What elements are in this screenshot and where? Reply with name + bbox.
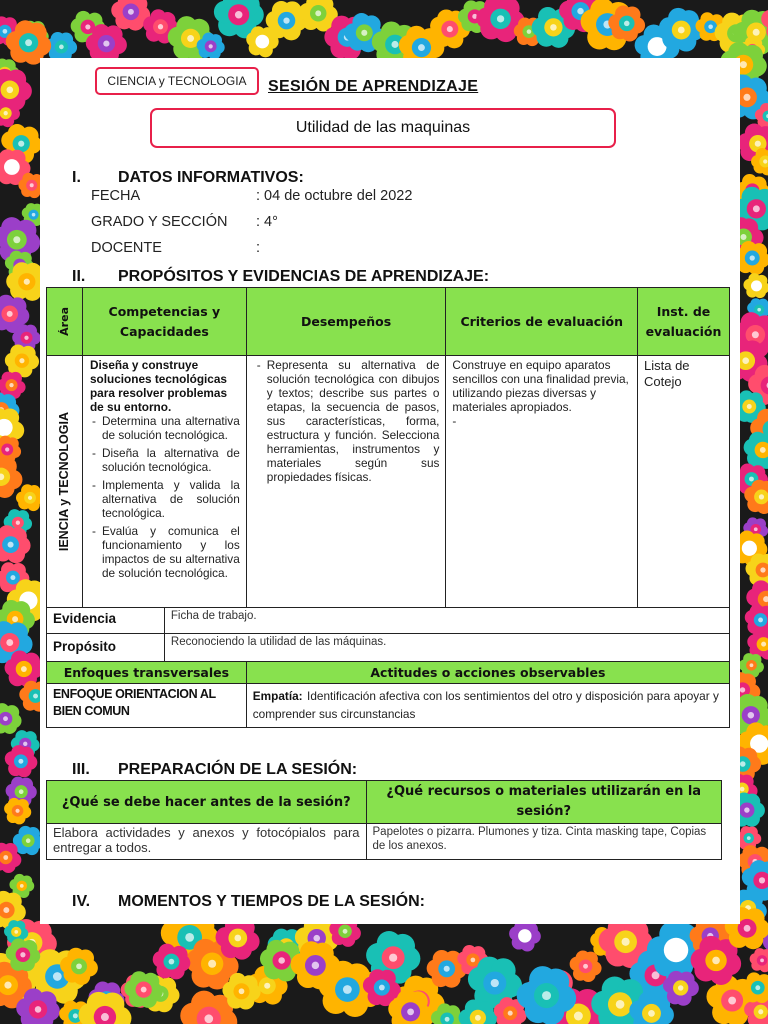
header-criterios: Criterios de evaluación: [446, 288, 638, 356]
preparacion-q1: ¿Qué se debe hacer antes de la sesión?: [47, 781, 367, 824]
section-1-heading: [72, 169, 304, 187]
section-2-heading: [72, 268, 489, 286]
capacidad-item: - Determina una alternativa de solución tecnológica.: [102, 414, 240, 442]
section-1-title: DATOS INFORMATIVOS:: [118, 169, 304, 186]
actitud-cell: [246, 684, 729, 728]
session-title-box: [150, 108, 616, 148]
capacidades-list: [90, 414, 240, 580]
proposito-value: Reconociendo la utilidad de las máquinas.: [164, 634, 729, 662]
header-area: [47, 288, 83, 356]
preparacion-a1: Elabora actividades y anexos y fotocópialos para entregar a todos.: [47, 824, 367, 860]
section-1-number: I.: [72, 169, 81, 186]
info-label-docente: DOCENTE: [91, 240, 162, 256]
preparacion-q2: ¿Qué recursos o materiales utilizarán en la sesión?: [366, 781, 721, 824]
capacidad-item: - Evalúa y comunica el funcionamiento y los impactos de su alternativa de solución tecnológica.: [102, 524, 240, 580]
desempenos-list: [255, 358, 440, 484]
header-competencias: Competencias y Capacidades: [82, 288, 246, 356]
area-cell: [47, 356, 83, 608]
header-instrumento: Inst. de evaluación: [638, 288, 730, 356]
evidencia-value: Ficha de trabajo.: [164, 608, 729, 634]
competencias-cell: [82, 356, 246, 608]
section-2-title: PROPÓSITOS Y EVIDENCIAS DE APRENDIZAJE:: [118, 268, 490, 285]
preparacion-a2: Papelotes o pizarra. Plumones y tiza. Cinta masking tape, Copias de los anexos.: [366, 824, 721, 860]
evidencia-label: Evidencia: [47, 608, 165, 634]
capacidad-item: - Implementa y valida la alternativa de solución tecnológica.: [102, 478, 240, 520]
area-tag: CIENCIA y TECNOLOGIA: [95, 67, 259, 95]
instrumento-value: Lista de Cotejo: [644, 358, 690, 389]
section-2-number: II.: [72, 268, 86, 285]
criterios-cell: [446, 356, 638, 608]
section-4-number: IV.: [72, 893, 91, 910]
info-value-fecha: : 04 de octubre del 2022: [256, 188, 413, 204]
competencia-title: Diseña y construye soluciones tecnológicas para resolver problemas de su entorno.: [89, 358, 228, 414]
section-3-title: PREPARACIÓN DE LA SESIÓN:: [118, 761, 358, 778]
area-value: IENCIA y TECNOLOGIA: [57, 411, 72, 552]
propositos-table: [46, 287, 730, 728]
actitudes-header: Actitudes o acciones observables: [246, 662, 729, 684]
info-value-docente: :: [256, 240, 261, 256]
instrumento-cell: [638, 356, 730, 608]
section-3-number: III.: [72, 761, 90, 778]
section-4-title: MOMENTOS Y TIEMPOS DE LA SESIÓN:: [118, 893, 426, 910]
criterio-dash: -: [452, 414, 457, 428]
desempenos-cell: [246, 356, 446, 608]
preparacion-table: [46, 780, 722, 860]
header-desempenos: Desempeños: [246, 288, 446, 356]
info-value-grado: : 4°: [256, 214, 278, 230]
desempeno-item: - Representa su alternativa de solución tecnológica con dibujos y textos; describe sus partes o etapas, la secuencia de pasos, sus características, forma, estructura y función. Selecciona herramientas, instrumentos y materiales según sus propiedades físicas.: [267, 358, 440, 484]
actitud-value: Identificación afectiva con los sentimientos del otro y disposición para apoyar y comprender sus circunstancias: [252, 689, 719, 721]
section-3-heading: [72, 761, 357, 779]
section-4-heading: [72, 893, 425, 911]
proposito-label: Propósito: [47, 634, 165, 662]
session-title: Utilidad de las maquinas: [295, 119, 471, 136]
header-area-label: Área: [57, 307, 71, 336]
enfoque-value: ENFOQUE ORIENTACION AL BIEN COMUN: [47, 684, 247, 728]
info-label-fecha: FECHA: [91, 188, 141, 204]
actitud-label: Empatía:: [252, 689, 303, 703]
document-title: SESIÓN DE APRENDIZAJE: [268, 78, 479, 95]
capacidad-item: - Diseña la alternativa de solución tecnológica.: [102, 446, 240, 474]
criterio-text: Construye en equipo aparatos sencillos con una finalidad previa, utilizando piezas diversas y materiales apropiados.: [452, 358, 629, 414]
info-label-grado: GRADO Y SECCIÓN: [91, 214, 228, 230]
enfoques-header: Enfoques transversales: [47, 662, 247, 684]
